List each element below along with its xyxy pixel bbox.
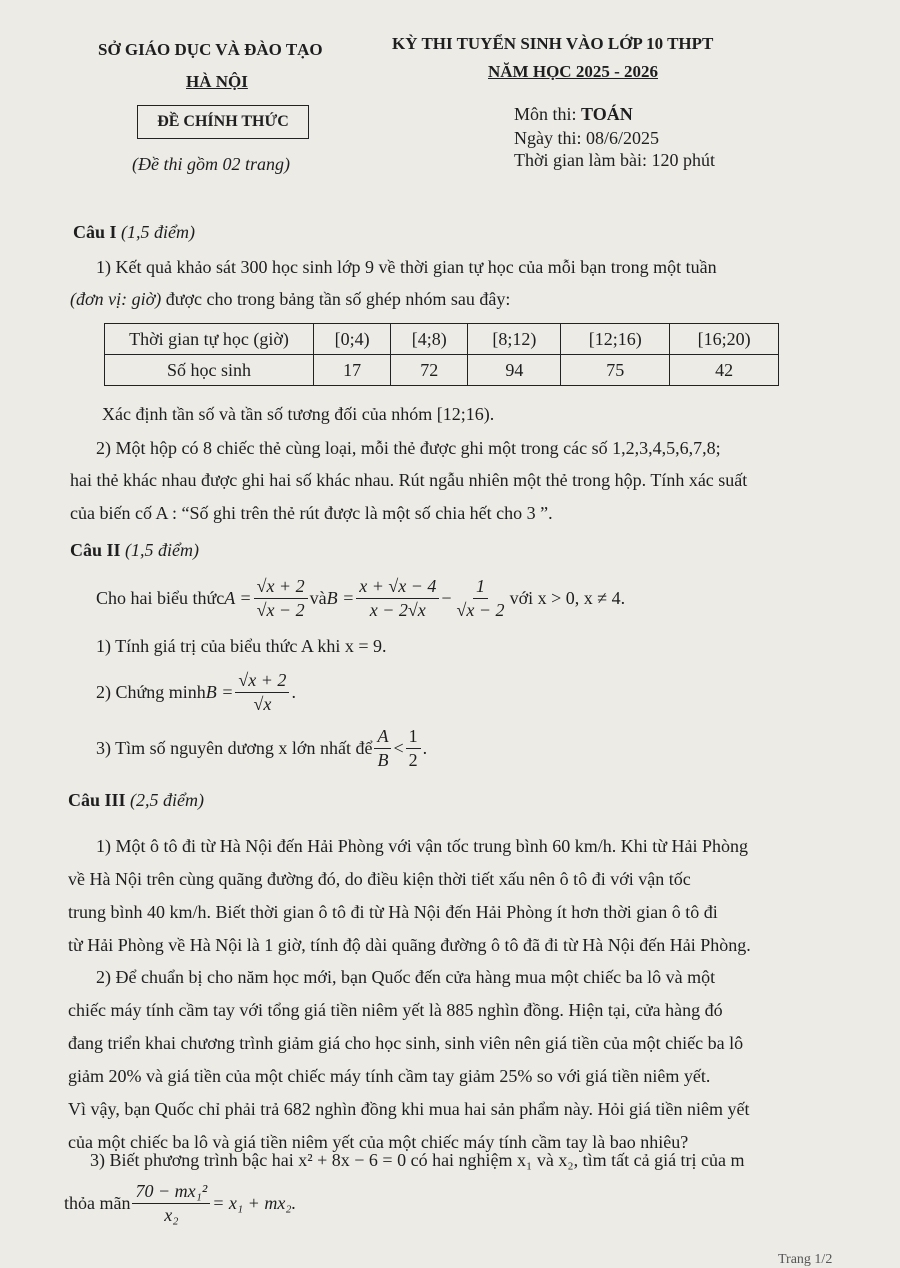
department-city: HÀ NỘI <box>186 72 248 91</box>
q1-p2-line3: của biến cố A : “Số ghi trên thẻ rút được là một số chia hết cho 3 ”. <box>70 503 553 523</box>
q3-p2-line: đang triển khai chương trình giảm giá cho học sinh, sinh viên nên giá tiền của một chiếc ba lô <box>68 1033 744 1053</box>
department-name: SỞ GIÁO DỤC VÀ ĐÀO TẠO <box>98 40 323 59</box>
frac-numerator: 1 <box>406 725 421 749</box>
expr-b-lhs: B = <box>326 587 355 608</box>
subject-value: TOÁN <box>581 104 633 124</box>
q3-part2 <box>68 961 853 1159</box>
q3-part3-condition <box>64 1172 296 1234</box>
expr-a-fraction <box>254 575 308 621</box>
frac-numerator: √x + 2 <box>235 669 289 693</box>
frac-numerator: x + √x − 4 <box>356 575 439 599</box>
frac-numerator: A <box>374 725 391 749</box>
expr-b-fraction2 <box>454 575 508 621</box>
less-than: < <box>393 737 404 758</box>
part2-lhs: B = <box>205 681 234 702</box>
q3-p2-line: chiếc máy tính cầm tay với tổng giá tiền niêm yết là 885 nghìn đồng. Hiện tại, cửa hàng đó <box>68 1000 723 1020</box>
table-cell: 42 <box>670 355 779 386</box>
frac-denominator: x₂ <box>164 1204 179 1225</box>
table-cell: [8;12) <box>468 324 561 355</box>
period: . <box>422 737 428 758</box>
q1-p1-line1: 1) Kết quả khảo sát 300 học sinh lớp 9 về thời gian tự học của mỗi bạn trong một tuần <box>96 257 717 277</box>
q1-unit: (đơn vị: giờ) <box>70 289 162 309</box>
part2-fraction <box>235 669 289 715</box>
frac-numerator: 70 − mx₁² <box>132 1180 210 1204</box>
q1-p1-task: Xác định tần số và tần số tương đối của nhóm [12;16). <box>102 404 495 424</box>
q2-heading <box>70 540 199 561</box>
pages-note: (Đề thi gồm 02 trang) <box>132 154 290 174</box>
table-row <box>105 355 779 386</box>
official-exam-box: ĐỀ CHÍNH THỨC <box>137 105 309 139</box>
q3-p2-line: giảm 20% và giá tiền của một chiếc máy tính cầm tay giảm 25% so với giá tiền niêm yết. <box>68 1066 711 1086</box>
q2-part3-text: 3) Tìm số nguyên dương x lớn nhất để <box>96 737 373 758</box>
expr-a-lhs: A = <box>224 587 252 608</box>
q3-points: (2,5 điểm) <box>130 790 205 810</box>
table-cell: 17 <box>314 355 391 386</box>
q2-part3 <box>96 718 427 778</box>
q3-part1 <box>68 830 853 962</box>
q2-part2 <box>96 662 296 722</box>
q1-heading <box>73 222 195 243</box>
table-cell: [16;20) <box>670 324 779 355</box>
q2-intro <box>96 568 625 628</box>
q3-p2-line: Vì vậy, bạn Quốc chỉ phải trả 682 nghìn đồng khi mua hai sản phẩm này. Hỏi giá tiền niêm yết <box>68 1099 750 1119</box>
frac-numerator: 1 <box>473 575 488 599</box>
expr-b-fraction1 <box>356 575 439 621</box>
subject-line <box>514 104 633 125</box>
q3-heading <box>68 790 204 811</box>
q2-title: Câu II <box>70 540 121 560</box>
q3-part3-line: 3) Biết phương trình bậc hai x² + 8x − 6 = 0 có hai nghiệm x₁ và x₂, tìm tất cả giá trị của m <box>90 1150 745 1170</box>
table-cell: 94 <box>468 355 561 386</box>
table-cell: 72 <box>391 355 468 386</box>
q1-p2-line1: 2) Một hộp có 8 chiếc thẻ cùng loại, mỗi thẻ được ghi một trong các số 1,2,3,4,5,6,7,8; <box>96 438 721 458</box>
q3-p1-line: từ Hải Phòng về Hà Nội là 1 giờ, tính độ dài quãng đường ô tô đã đi từ Hà Nội đến Hải Phòng. <box>68 935 751 955</box>
frac-denominator: √x − 2 <box>256 599 305 620</box>
frac-denominator: √x <box>253 693 272 714</box>
q3-title: Câu III <box>68 790 126 810</box>
subject-label: Môn thi: <box>514 104 582 124</box>
q3-p1-line: về Hà Nội trên cùng quãng đường đó, do điều kiện thời tiết xấu nên ô tô đi với vận tốc <box>68 869 691 889</box>
table-cell: [12;16) <box>561 324 670 355</box>
school-year: NĂM HỌC 2025 - 2026 <box>488 62 658 81</box>
table-row-head: Thời gian tự học (giờ) <box>105 324 314 355</box>
q1-p1-line2 <box>70 289 510 310</box>
table-cell: [0;4) <box>314 324 391 355</box>
period: . <box>291 681 296 702</box>
exam-date: Ngày thi: 08/6/2025 <box>514 128 659 148</box>
q2-part2-text: 2) Chứng minh <box>96 681 206 702</box>
q1-title: Câu I <box>73 222 117 242</box>
frac-denominator: 2 <box>408 749 418 770</box>
q1-p1-rest: được cho trong bảng tần số ghép nhóm sau đây: <box>161 289 511 309</box>
one-half <box>406 725 421 771</box>
page-number: Trang 1/2 <box>778 1252 833 1267</box>
q2-points: (1,5 điểm) <box>125 540 200 560</box>
frac-denominator: √x − 2 <box>456 599 505 620</box>
table-row-head: Số học sinh <box>105 355 314 386</box>
q1-points: (1,5 điểm) <box>121 222 195 242</box>
q1-p2-line2: hai thẻ khác nhau được ghi hai số khác nhau. Rút ngẫu nhiên một thẻ trong hộp. Tính xác suất <box>70 470 748 490</box>
ratio-a-b <box>374 725 391 771</box>
table-cell: [4;8) <box>391 324 468 355</box>
q3-p2-line: của một chiếc ba lô và giá tiền niêm yết của một chiếc máy tính cầm tay là bao nhiêu? <box>68 1132 689 1152</box>
table-row <box>105 324 779 355</box>
frac-numerator: √x + 2 <box>254 575 308 599</box>
table-cell: 75 <box>561 355 670 386</box>
frac-denominator: x − 2√x <box>369 599 426 620</box>
frequency-table <box>104 323 779 386</box>
q3-p1-line: trung bình 40 km/h. Biết thời gian ô tô đi từ Hà Nội đến Hải Phòng ít hơn thời gian ô tô đi <box>68 902 718 922</box>
q3-p2-line: 2) Để chuẩn bị cho năm học mới, bạn Quốc đến cửa hàng mua một chiếc ba lô và một <box>96 967 716 987</box>
frac-denominator: B <box>377 749 389 770</box>
exam-title: KỲ THI TUYỂN SINH VÀO LỚP 10 THPT <box>392 34 714 53</box>
q2-intro-text: Cho hai biểu thức <box>96 587 225 608</box>
q2-and: và <box>309 587 327 608</box>
q2-condition: với x > 0, x ≠ 4. <box>509 587 626 608</box>
q3-p3-text: thỏa mãn <box>64 1192 131 1213</box>
exam-duration: Thời gian làm bài: 120 phút <box>514 150 715 170</box>
minus-sign: − <box>441 587 452 608</box>
q3-fraction <box>132 1180 210 1226</box>
q3-p1-line: 1) Một ô tô đi từ Hà Nội đến Hải Phòng với vận tốc trung bình 60 km/h. Khi từ Hải Phòng <box>96 836 748 856</box>
q3-rhs: = x₁ + mx₂. <box>212 1192 297 1213</box>
q2-part1: 1) Tính giá trị của biểu thức A khi x = 9. <box>96 636 387 656</box>
